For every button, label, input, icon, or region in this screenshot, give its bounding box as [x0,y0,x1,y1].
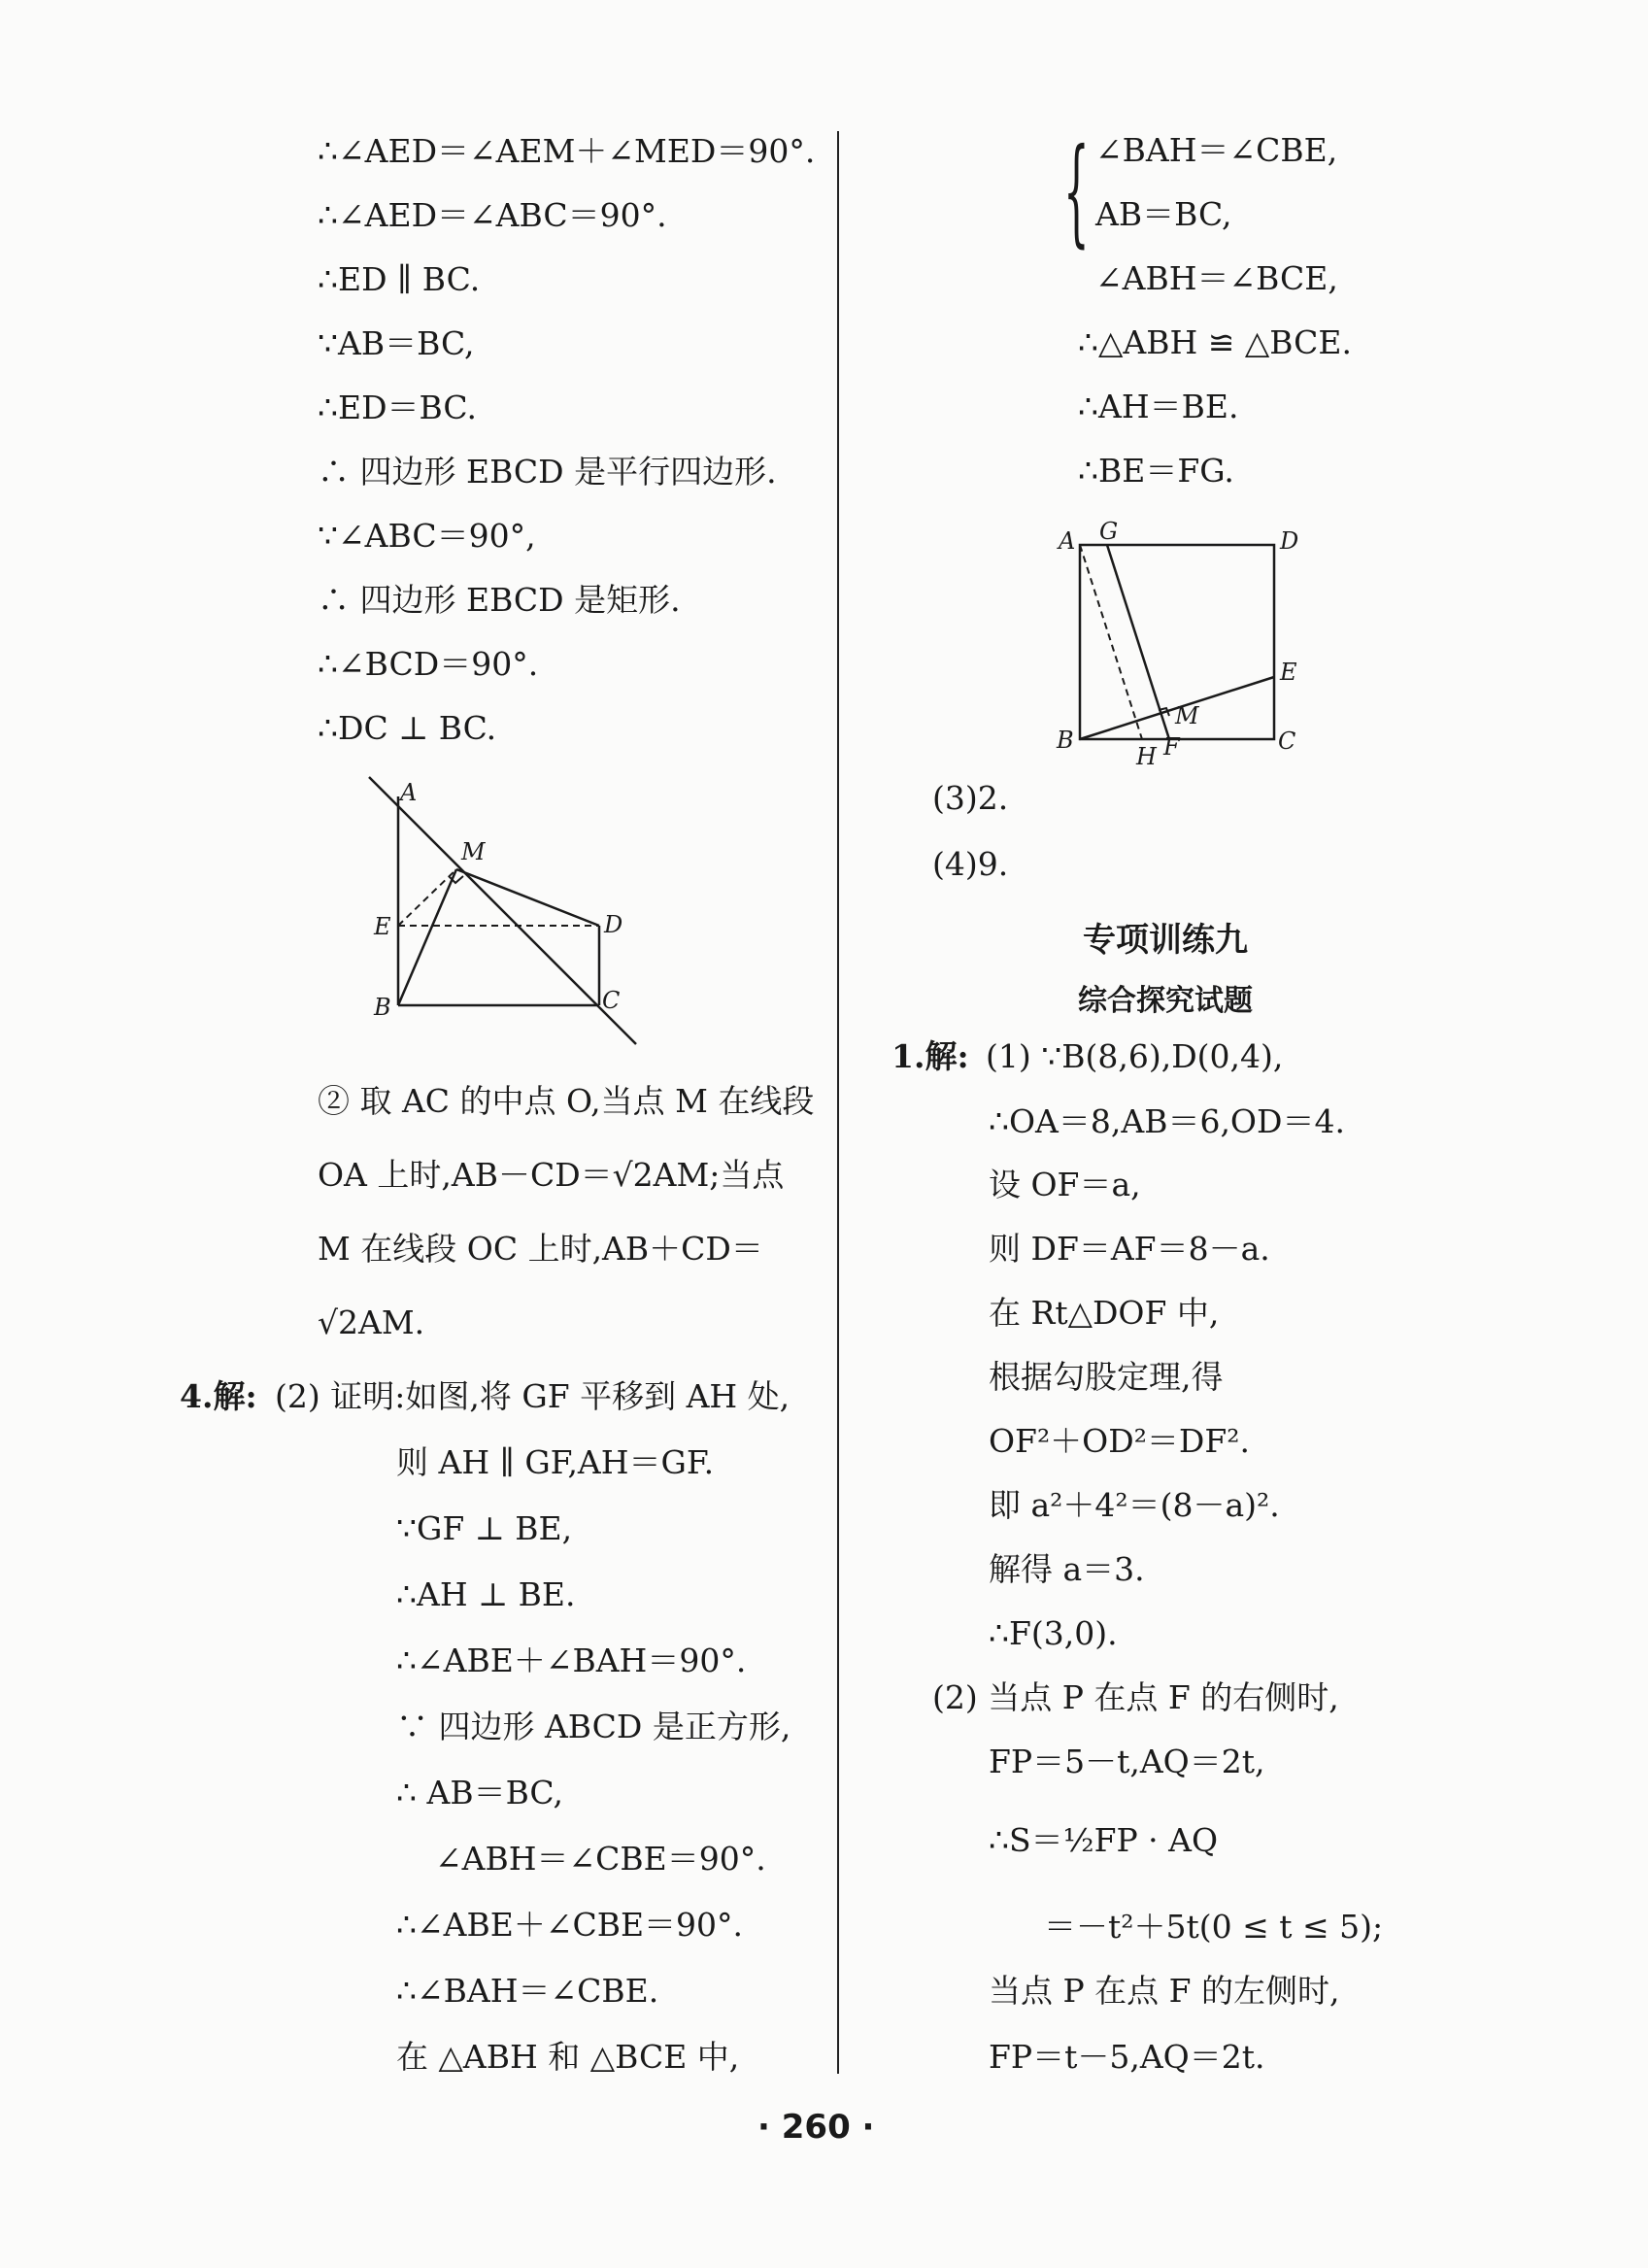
system-line: ∠BAH＝∠CBE, [1095,131,1338,169]
label-a: A [400,779,418,806]
q1-line: 根据勾股定理,得 [989,1358,1224,1396]
q4-line: (2) 证明:如图,将 GF 平移到 AH 处, [275,1377,790,1415]
label-f: F [1163,733,1180,761]
answer-4: (4)9. [932,845,1009,883]
label-c: C [602,987,621,1014]
system-brace: { [1063,124,1090,259]
proof-line: ∴∠AED＝∠ABC＝90°. [318,196,667,234]
label-m: M [461,838,486,865]
proof-line: ∴△ABH ≌ △BCE. [1078,323,1352,361]
q1-line: ∴OA＝8,AB＝6,OD＝4. [989,1102,1345,1140]
proof-line: ∴ 四边形 EBCD 是平行四边形. [318,453,777,491]
part2-line: M 在线段 OC 上时,AB＋CD＝ [318,1230,763,1268]
q4-line: 则 AH ∥ GF,AH＝GF. [396,1443,715,1481]
q1-line: 设 OF＝a, [989,1166,1141,1203]
q1-line: 即 a²＋4²＝(8－a)². [989,1486,1280,1524]
label-b: B [1057,727,1074,754]
label-d: D [604,911,623,938]
q4-line: ∵ 四边形 ABCD 是正方形, [396,1708,791,1745]
system-line: AB＝BC, [1095,195,1232,233]
q4-line: ∴∠ABE＋∠BAH＝90°. [396,1642,747,1679]
q4-line: ∴∠ABE＋∠CBE＝90°. [396,1906,744,1944]
q1-line: ＝－t²＋5t(0 ≤ t ≤ 5); [1044,1908,1384,1946]
column-divider [837,131,839,2074]
question-1-number: 1.解: [891,1037,969,1075]
question-4-number: 4.解: [180,1377,257,1415]
q1-line: FP＝t－5,AQ＝2t. [989,2038,1265,2076]
q1-line: ∴S＝½FP · AQ [989,1821,1219,1859]
system-line: ∠ABH＝∠BCE, [1095,259,1338,297]
proof-line: ∴∠AED＝∠AEM＋∠MED＝90°. [318,132,816,170]
q1-line: 解得 a＝3. [989,1550,1145,1588]
q1-line: ∴F(3,0). [989,1614,1118,1652]
label-a: A [1059,527,1076,555]
label-c: C [1278,728,1296,755]
label-g: G [1099,518,1119,545]
part2-line: ② 取 AC 的中点 O,当点 M 在线段 [318,1082,815,1120]
section-subtitle: 综合探究试题 [1078,984,1253,1018]
proof-line: ∴DC ⊥ BC. [318,709,497,747]
q1-line: 当点 P 在点 F 的左侧时, [989,1972,1340,2010]
proof-line: ∵∠ABC＝90°, [318,517,536,555]
label-d: D [1280,527,1299,555]
proof-line: ∴ 四边形 EBCD 是矩形. [318,581,681,619]
q4-line: ∴∠BAH＝∠CBE. [396,1972,659,2010]
geometry-figure-2 [1049,520,1321,772]
label-b: B [374,994,391,1021]
q1-line: 在 Rt△DOF 中, [989,1294,1220,1332]
q1-line: OF²＋OD²＝DF². [989,1422,1250,1460]
answer-3: (3)2. [932,779,1009,817]
label-e: E [374,913,391,940]
label-m: M [1175,702,1199,729]
q1-line: FP＝5－t,AQ＝2t, [989,1743,1265,1780]
proof-line: ∴ED ∥ BC. [318,260,481,298]
proof-line: ∴BE＝FG. [1078,452,1234,490]
section-title: 专项训练九 [1083,921,1248,960]
part2-line: √2AM. [318,1303,425,1341]
label-e: E [1280,659,1297,686]
q1-line: (1) ∵B(8,6),D(0,4), [986,1037,1284,1075]
q4-line: ∴AH ⊥ BE. [396,1575,576,1613]
proof-line: ∴ED＝BC. [318,389,477,426]
geometry-figure-1 [359,767,651,1059]
q1-line: 则 DF＝AF＝8－a. [989,1230,1270,1268]
q4-line: ∵GF ⊥ BE, [396,1509,573,1547]
part2-line: OA 上时,AB－CD＝√2AM;当点 [318,1156,785,1194]
q1-line: (2) 当点 P 在点 F 的右侧时, [932,1678,1339,1716]
q4-line: ∠ABH＝∠CBE＝90°. [435,1840,766,1878]
page-number: · 260 · [757,2108,875,2147]
proof-line: ∴∠BCD＝90°. [318,645,539,683]
q4-line: ∴ AB＝BC, [396,1774,563,1811]
proof-line: ∵AB＝BC, [318,324,475,362]
label-h: H [1136,743,1157,770]
proof-line: ∴AH＝BE. [1078,388,1239,425]
q4-line: 在 △ABH 和 △BCE 中, [396,2038,740,2076]
